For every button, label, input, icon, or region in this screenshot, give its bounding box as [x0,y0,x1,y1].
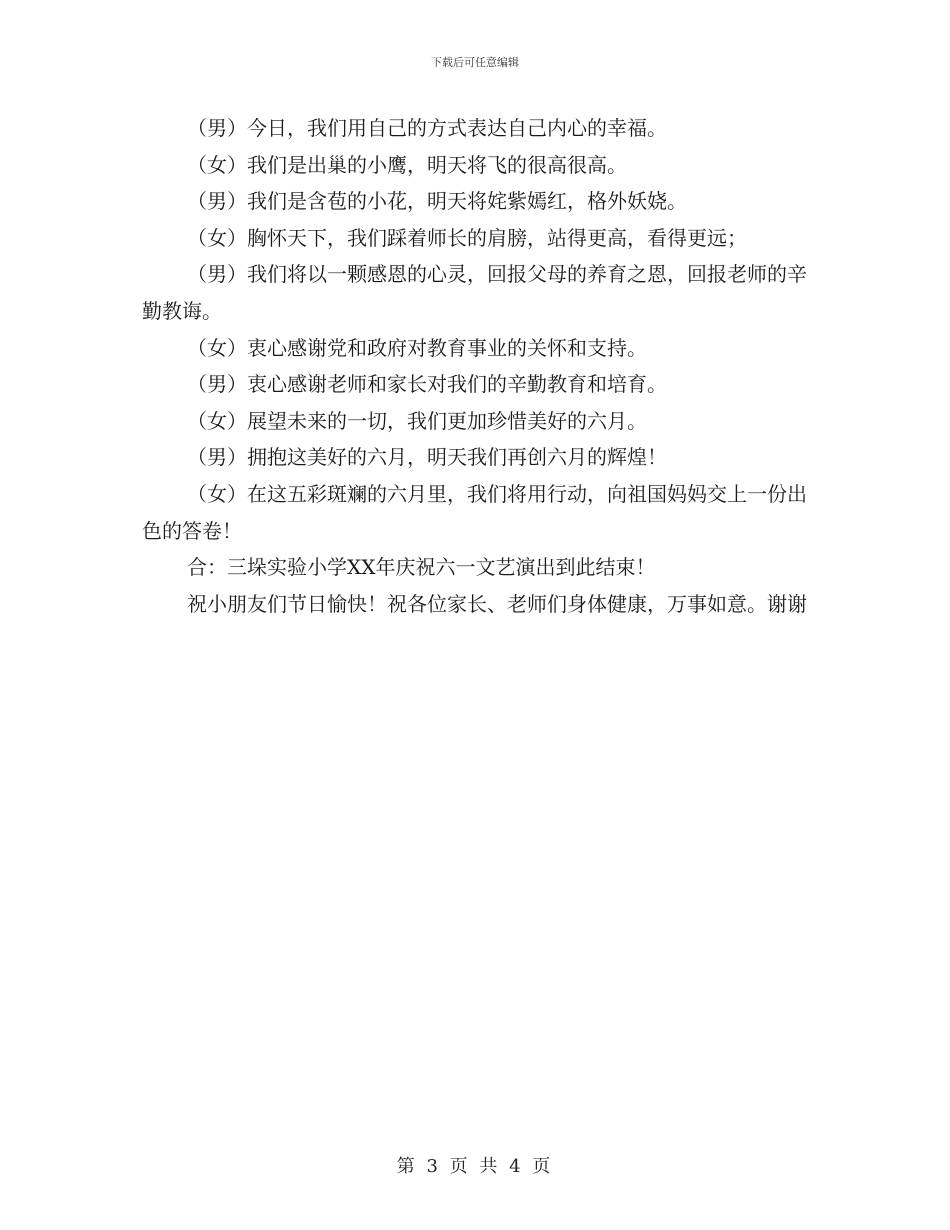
paragraph: （女）在这五彩斑斓的六月里，我们将用行动，向祖国妈妈交上一份出色的答卷！ [142,481,807,543]
paragraph: （女）衷心感谢党和政府对教育事业的关怀和支持。 [187,335,647,360]
paragraph: （男）我们是含苞的小花，明天将姹紫嫣红，格外妖娆。 [187,189,687,214]
page-header: 下载后可任意编辑 [431,56,519,69]
paragraph: 祝小朋友们节日愉快！祝各位家长、老师们身体健康，万事如意。谢谢 [187,591,807,616]
paragraph: （女）胸怀天下，我们踩着师长的肩膀，站得更高，看得更远； [187,225,747,250]
paragraph: （男）拥抱这美好的六月，明天我们再创六月的辉煌！ [187,445,667,470]
paragraph: 合：三垛实验小学XX年庆祝六一文艺演出到此结束！ [187,555,656,580]
paragraph: （女）展望未来的一切，我们更加珍惜美好的六月。 [187,408,647,433]
paragraph: （男）衷心感谢老师和家长对我们的辛勤教育和培育。 [187,372,667,397]
paragraph: （男）今日，我们用自己的方式表达自己内心的幸福。 [187,116,667,140]
page-footer-page-number: 第 3 页 共 4 页 [396,1156,554,1177]
document-body [142,110,822,622]
paragraph: （男）我们将以一颗感恩的心灵，回报父母的养育之恩，回报老师的辛勤教诲。 [142,262,807,323]
paragraph: （女）我们是出巢的小鹰，明天将飞的很高很高。 [187,152,627,177]
